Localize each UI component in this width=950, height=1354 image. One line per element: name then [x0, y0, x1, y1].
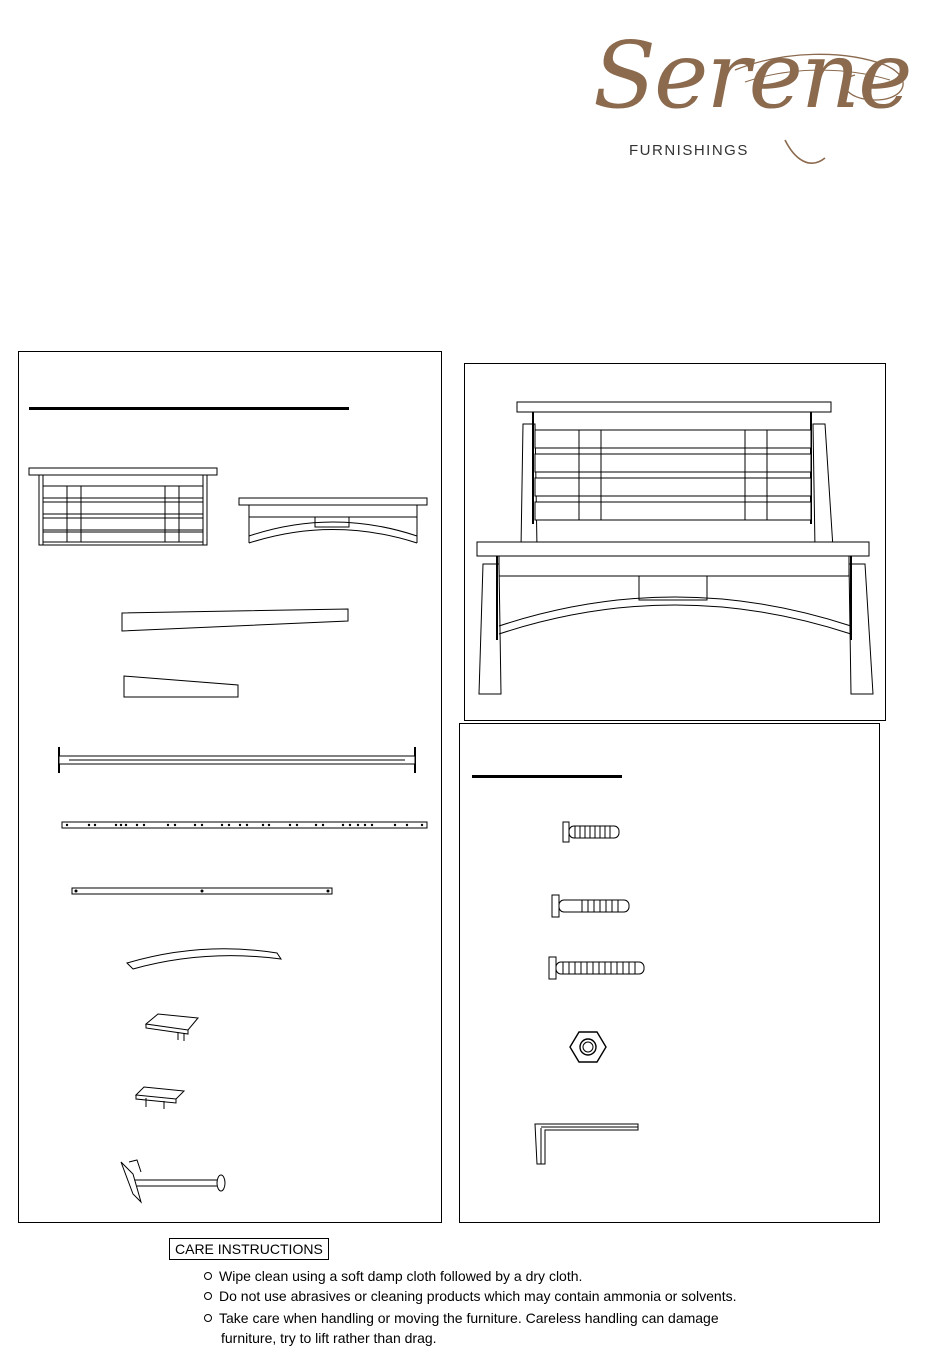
- support-leg-icon: [121, 1160, 231, 1210]
- care-instructions-list: [204, 1266, 736, 1348]
- center-rail-icon: [72, 887, 337, 899]
- bullet-icon: [204, 1272, 212, 1280]
- assembled-bed-icon: [475, 400, 875, 700]
- brand-wordmark: Serene: [593, 22, 911, 129]
- slat-rail-icon: [62, 821, 432, 833]
- bracket-a-icon: [146, 1012, 206, 1044]
- care-item: Wipe clean using a soft damp cloth followed by a dry cloth.: [204, 1266, 736, 1286]
- allen-key-icon: [533, 1120, 643, 1170]
- curved-slat-icon: [127, 945, 287, 975]
- bullet-icon: [204, 1292, 212, 1300]
- headboard-icon: [29, 468, 229, 548]
- care-instructions-label: CARE INSTRUCTIONS: [169, 1238, 329, 1260]
- brand-logo: [585, 22, 915, 175]
- care-item-continuation: furniture, try to lift rather than drag.: [221, 1330, 437, 1346]
- care-item: Take care when handling or moving the furniture. Careless handling can damage: [204, 1308, 736, 1328]
- parts-panel: [18, 351, 442, 1223]
- long-tapered-leg-icon: [122, 609, 352, 635]
- hardware-panel: [459, 723, 880, 1223]
- parts-heading-rule: [29, 407, 349, 410]
- bullet-icon: [204, 1314, 212, 1322]
- footboard-icon: [239, 498, 439, 558]
- short-bolt-icon: [563, 822, 625, 844]
- assembled-bed-panel: [464, 363, 886, 721]
- brand-subtitle: FURNISHINGS: [629, 142, 749, 159]
- side-rail-icon: [57, 747, 422, 777]
- long-bolt-icon: [549, 957, 649, 981]
- short-tapered-leg-icon: [124, 676, 244, 702]
- hex-nut-icon: [570, 1031, 610, 1065]
- medium-bolt-icon: [552, 895, 634, 919]
- bracket-b-icon: [136, 1085, 191, 1115]
- hardware-heading-rule: [472, 775, 622, 778]
- care-item: Do not use abrasives or cleaning products which may contain ammonia or solvents.: [204, 1286, 736, 1306]
